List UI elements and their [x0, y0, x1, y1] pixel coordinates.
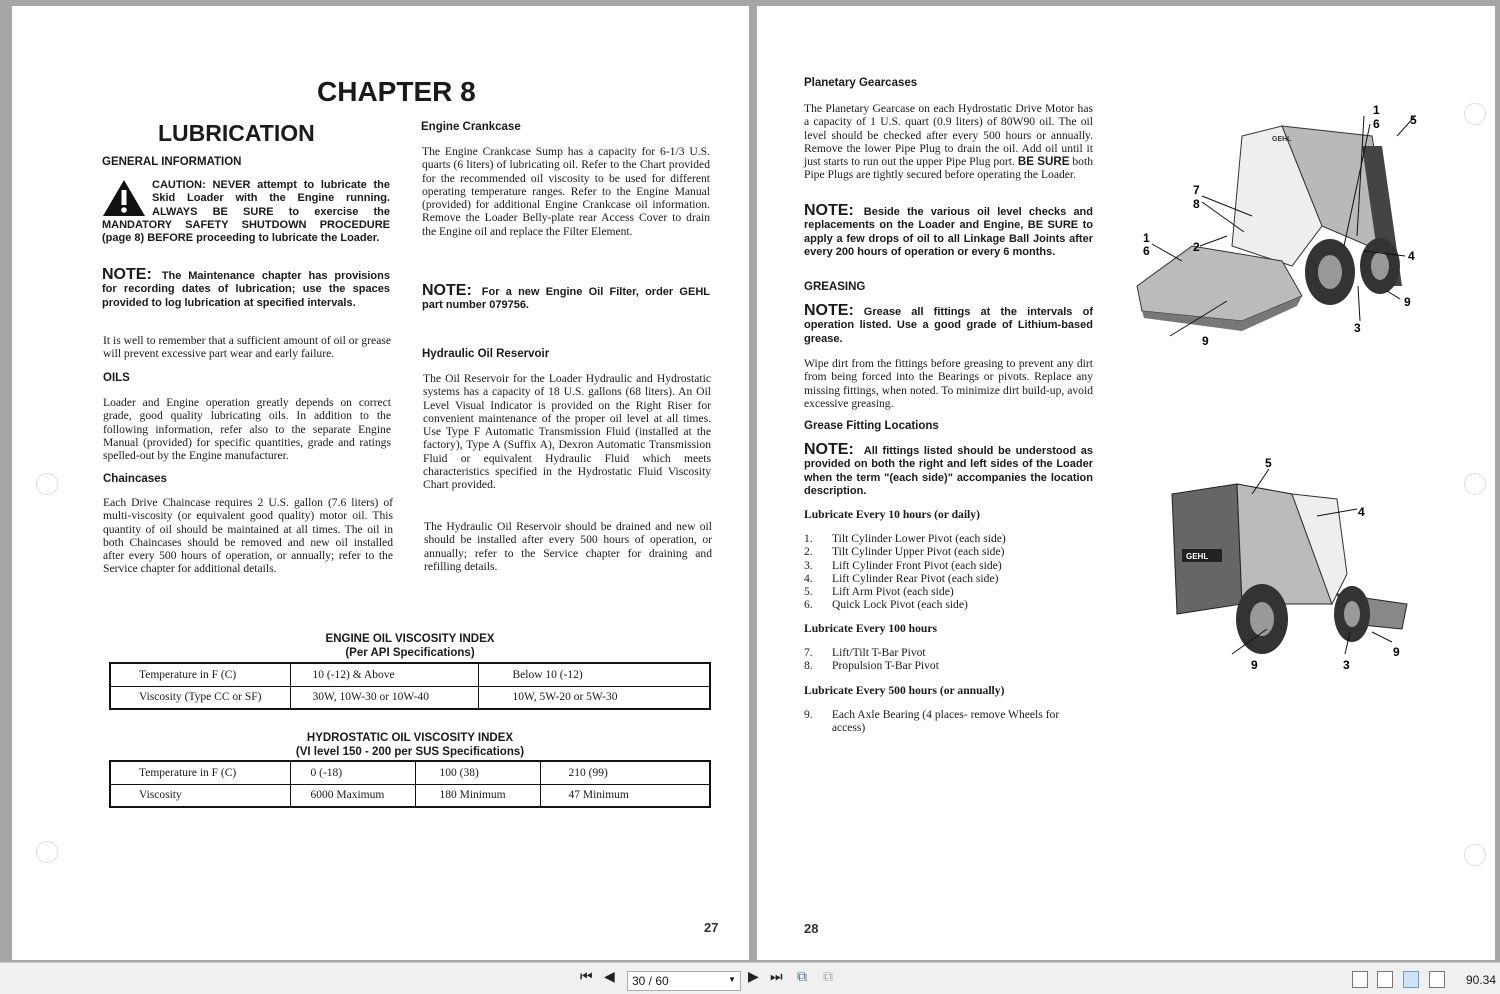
- oils-paragraph: Loader and Engine operation greatly depends on correct grade, good quality lubricating oils. In addition to the following information, refer also to the separate Engine Manual (provided) for specific quantities, grade and ratings spelled-out by the Engine manufacturer.: [103, 396, 391, 463]
- note-label: NOTE:: [804, 302, 854, 319]
- hydraulic-reservoir-heading: Hydraulic Oil Reservoir: [422, 348, 550, 360]
- list-text: Lift Cylinder Front Pivot (each side): [832, 558, 1002, 572]
- note-each-side: [804, 443, 1093, 498]
- punch-hole: [36, 473, 58, 495]
- table-row: [110, 663, 710, 686]
- hydrostatic-table-title: [110, 731, 710, 759]
- list-item: [804, 598, 1104, 611]
- list-text: Propulsion T-Bar Pivot: [832, 659, 939, 673]
- punch-hole: [1464, 844, 1486, 866]
- table-cell: 0 (-18): [290, 761, 415, 784]
- greasing-heading: GREASING: [804, 281, 866, 293]
- every-100-heading: Lubricate Every 100 hours: [804, 622, 937, 635]
- list-text: Lift Arm Pivot (each side): [832, 585, 954, 599]
- callout-label: 7: [1193, 183, 1200, 197]
- note-label: NOTE:: [804, 202, 854, 219]
- note-oil-filter: [422, 284, 710, 313]
- table-cell: 210 (99): [540, 761, 710, 784]
- callout-label: 6: [1143, 244, 1150, 258]
- list-number: 1.: [804, 532, 813, 545]
- table-row: [110, 784, 710, 807]
- table-cell: 10W, 5W-20 or 5W-30: [478, 686, 710, 709]
- brand-label: GEHL: [1272, 136, 1292, 143]
- table-row: [110, 761, 710, 784]
- callout-label: 9: [1251, 658, 1258, 672]
- chapter-title: LUBRICATION: [158, 120, 315, 146]
- callout-label: 9: [1404, 295, 1411, 309]
- table-subtitle: (VI level 150 - 200 per SUS Specifications): [295, 746, 525, 758]
- list-number: 7.: [804, 646, 813, 659]
- text-bold: BE SURE: [1017, 155, 1070, 169]
- list-number: 4.: [804, 571, 813, 585]
- next-view-icon[interactable]: ⧉: [823, 969, 833, 985]
- loader-rear-illustration: [1162, 454, 1422, 679]
- zoom-level[interactable]: 90.34: [1466, 973, 1497, 987]
- table-cell: 180 Minimum: [415, 784, 540, 807]
- table-cell: Temperature in F (C): [110, 761, 290, 784]
- list-100-hours: [804, 646, 1104, 673]
- note-grease: [804, 304, 1093, 346]
- previous-page-button[interactable]: ◀: [604, 969, 615, 985]
- left-page-27: [12, 6, 749, 960]
- list-item: [804, 659, 1104, 672]
- callout-label: 9: [1202, 334, 1209, 348]
- two-page-view-button[interactable]: [1403, 971, 1419, 988]
- text: both Pipe Plugs are tightly secured before operating the Loader.: [804, 155, 1093, 182]
- list-text: Tilt Cylinder Upper Pivot (each side): [832, 545, 1005, 559]
- previous-view-icon[interactable]: ⧉: [797, 969, 807, 985]
- note-text: For a new Engine Oil Filter, order GEHL part number 079756.: [422, 286, 710, 312]
- table-cell: 6000 Maximum: [290, 784, 415, 807]
- oils-heading: OILS: [103, 372, 130, 384]
- engine-table-title: [110, 632, 710, 660]
- list-number: 3.: [804, 558, 813, 572]
- callout-label: 6: [1373, 117, 1380, 131]
- callout-label: 4: [1408, 249, 1415, 263]
- warning-triangle-icon: [102, 179, 146, 217]
- note-label: NOTE:: [102, 266, 152, 283]
- page-number-field[interactable]: [627, 971, 741, 991]
- list-item: [804, 559, 1104, 572]
- remember-paragraph: It is well to remember that a sufficient amount of oil or grease will prevent excessive part wear and early failure.: [103, 334, 391, 361]
- hydraulic-paragraph-2: The Hydraulic Oil Reservoir should be drained and new oil should be installed after every 500 hours of operation, or annually; refer to the Service chapter for draining and refilling details.: [424, 520, 712, 573]
- table-cell: Viscosity (Type CC or SF): [110, 686, 290, 709]
- punch-hole: [1464, 473, 1486, 495]
- note-text: All fittings listed should be understood as provided on both the right and left sides of the Loader when the term "(each side)" accompanies the location description.: [804, 445, 1093, 497]
- caution-block: [102, 179, 390, 245]
- first-page-button[interactable]: ⏮: [580, 969, 593, 985]
- viewer-toolbar: [0, 962, 1500, 994]
- engine-oil-viscosity-table: [109, 662, 711, 710]
- callout-label: 1: [1373, 103, 1380, 117]
- note-text: The Maintenance chapter has provisions for recording dates of lubrication; use the spaces provided to log lubrication at specified intervals.: [102, 270, 390, 309]
- list-text: Lift/Tilt T-Bar Pivot: [832, 646, 926, 659]
- callout-label: 3: [1343, 658, 1350, 672]
- chaincases-paragraph: Each Drive Chaincase requires 2 U.S. gallon (7.6 liters) of multi-viscosity (or equivalent good quality) motor oil. This quantity of oil should be maintained at all times. The oil in both Chaincases should be removed and new oil installed after every 500 hours of operation, or annually; refer to the Service chapter for additional details.: [103, 496, 393, 576]
- callout-label: 9: [1393, 645, 1400, 659]
- list-text: Lift Cylinder Rear Pivot (each side): [832, 571, 999, 585]
- table-cell: Temperature in F (C): [110, 663, 290, 686]
- list-text: Tilt Cylinder Lower Pivot (each side): [832, 532, 1006, 545]
- table-cell: 30W, 10W-30 or 10W-40: [290, 686, 478, 709]
- note-maintenance: [102, 268, 390, 310]
- every-500-heading: Lubricate Every 500 hours (or annually): [804, 684, 1005, 697]
- chapter-heading: CHAPTER 8: [317, 76, 476, 107]
- list-number: 2.: [804, 545, 813, 559]
- callout-label: 8: [1193, 197, 1200, 211]
- list-item: [804, 708, 1094, 735]
- table-cell: 47 Minimum: [540, 784, 710, 807]
- callout-label: 1: [1143, 231, 1150, 245]
- planetary-heading: Planetary Gearcases: [804, 77, 918, 89]
- callout-label: 2: [1193, 240, 1200, 254]
- planetary-paragraph: [804, 102, 1093, 182]
- hydraulic-paragraph-1: The Oil Reservoir for the Loader Hydraulic and Hydrostatic systems has a capacity of 18 U.S. gallons (68 liters). An Oil Level Visual Indicator is provided on the Right Riser for convenient maintenance of the proper oil level at all times. Use Type F Automatic Transmission Fluid (installed at the factory), Type A (Suffix A), Dexron Automatic Transmission Fluid or equivalent Hydraulic Fluid which meets characteristics specified in the Hydrostatic Fluid Viscosity Chart provided.: [423, 372, 711, 492]
- loader-front-illustration: [1132, 96, 1422, 351]
- continuous-view-button[interactable]: [1377, 971, 1393, 988]
- callout-label: 5: [1410, 113, 1417, 127]
- table-title: HYDROSTATIC OIL VISCOSITY INDEX: [306, 732, 514, 744]
- list-10-hours: [804, 532, 1104, 612]
- note-label: NOTE:: [422, 282, 472, 299]
- callout-label: 5: [1265, 456, 1272, 470]
- list-text: Quick Lock Pivot (each side): [832, 598, 968, 612]
- list-item: [804, 532, 1104, 545]
- list-number: 9.: [804, 708, 813, 721]
- text: The Planetary Gearcase on each Hydrostatic Drive Motor has a capacity of 1 U.S. quart (0.9 liters) of 80W90 oil. The oil level should be checked after every 500 hours or annually. Remove the lower Pipe Plug to drain the oil. Add oil until it just starts to run out the upper Pipe Plug port.: [804, 102, 1093, 169]
- punch-hole: [36, 841, 58, 863]
- list-item: [804, 545, 1104, 558]
- chevron-down-icon[interactable]: ▼: [728, 975, 736, 984]
- hydrostatic-oil-viscosity-table: [109, 760, 711, 808]
- note-text: Grease all fittings at the intervals of operation listed. Use a good grade of Lithium-based grease.: [804, 306, 1093, 345]
- callout-label: 4: [1358, 505, 1365, 519]
- next-page-button[interactable]: ▶: [748, 969, 759, 985]
- caution-text: CAUTION: NEVER attempt to lubricate the Skid Loader with the Engine running. ALWAYS BE SURE to exercise the MANDATORY SAFETY SHUTDOWN PROCEDURE (page 8) BEFORE proceeding to lubricate the Loader.: [102, 179, 390, 245]
- list-item: [804, 646, 1104, 659]
- list-number: 8.: [804, 659, 813, 673]
- wipe-paragraph: Wipe dirt from the fittings before greasing to prevent any dirt from being forced into the Bearings or pivots. Replace any missing fittings, when noted. To minimize dirt build-up, avoid excessive greasing.: [804, 357, 1093, 410]
- table-cell: 10 (-12) & Above: [290, 663, 478, 686]
- table-title: ENGINE OIL VISCOSITY INDEX: [325, 633, 495, 645]
- right-page-28: [757, 6, 1495, 960]
- fitting-locations-heading: Grease Fitting Locations: [804, 420, 939, 432]
- list-item: [804, 572, 1104, 585]
- table-subtitle: (Per API Specifications): [345, 647, 475, 659]
- brand-label: GEHL: [1186, 552, 1209, 561]
- table-cell: Below 10 (-12): [478, 663, 710, 686]
- page-field-value: 30 / 60: [632, 974, 669, 988]
- general-information-heading: GENERAL INFORMATION: [102, 156, 242, 168]
- last-page-button[interactable]: ⏭: [770, 969, 783, 985]
- callout-label: 3: [1354, 321, 1361, 335]
- table-cell: 100 (38): [415, 761, 540, 784]
- page-number: 27: [704, 920, 719, 935]
- note-linkage: [804, 204, 1093, 259]
- list-500-hours: [804, 708, 1094, 735]
- note-label: NOTE:: [804, 441, 854, 458]
- every-10-heading: Lubricate Every 10 hours (or daily): [804, 508, 980, 521]
- note-text: Beside the various oil level checks and replacements on the Loader and Engine, BE SURE to apply a few drops of oil to all Linkage Ball Joints after every 200 hours of operation or every 6 months.: [804, 206, 1093, 258]
- table-row: [110, 686, 710, 709]
- crankcase-paragraph: The Engine Crankcase Sump has a capacity for 6-1/3 U.S. quarts (6 liters) of lubricating oil. Refer to the Chart provided for the recommended oil viscosity to be used for different operating temperature ranges. Refer to the Engine Manual (provided) for additional Engine Crankcase oil information. Remove the Loader Belly-plate rear Access Cover to drain the Engine oil and replace the Filter Element.: [422, 145, 710, 238]
- list-number: 5.: [804, 585, 813, 599]
- punch-hole: [1464, 103, 1486, 125]
- list-number: 6.: [804, 598, 813, 612]
- page-number: 28: [804, 921, 819, 936]
- engine-crankcase-heading: Engine Crankcase: [421, 121, 521, 133]
- two-page-continuous-view-button[interactable]: [1429, 971, 1445, 988]
- single-page-view-button[interactable]: [1352, 971, 1368, 988]
- list-text: Each Axle Bearing (4 places- remove Wheels for access): [831, 708, 1060, 735]
- chaincases-heading: Chaincases: [103, 473, 167, 485]
- list-item: [804, 585, 1104, 598]
- table-cell: Viscosity: [110, 784, 290, 807]
